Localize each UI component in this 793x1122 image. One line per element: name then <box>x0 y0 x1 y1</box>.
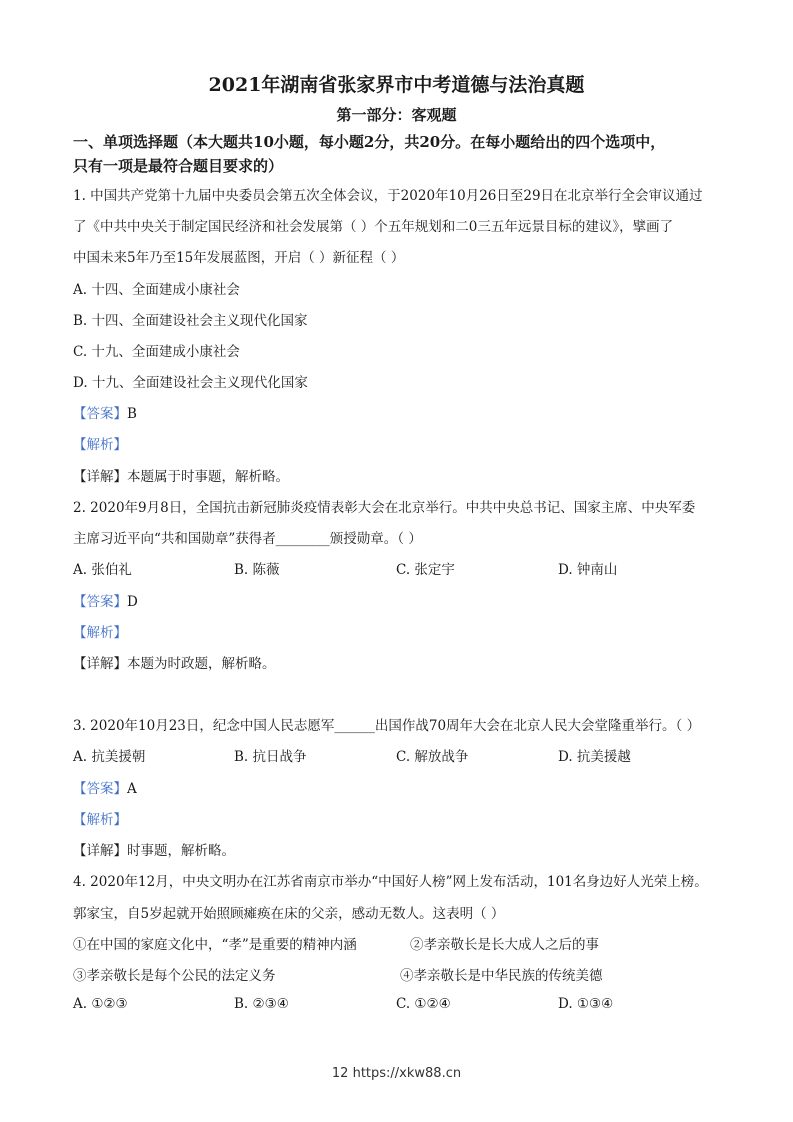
page-title: 2021年湖南省张家界市中考道德与法治真题 <box>208 74 585 96</box>
section-heading-line2: 只有一项是最符合题目要求的） <box>73 157 284 175</box>
q2-option-b: B. 陈薇 <box>234 562 280 578</box>
q3-option-a: A. 抗美援朝 <box>73 749 146 765</box>
q2-stem-line2: 主席习近平向“共和国勋章”获得者________颁授勋章。（ ） <box>73 531 422 547</box>
part-heading: 第一部分：客观题 <box>336 106 457 124</box>
page-footer: 12 https://xkw88.cn <box>331 1066 462 1081</box>
detail-tag: 【详解】 <box>73 656 127 672</box>
detail-tag: 【详解】 <box>73 469 127 485</box>
q4-stem-line2: 郭家宝，自5岁起就开始照顾瘫痪在床的父亲，感动无数人。这表明（ ） <box>73 906 505 922</box>
q3-answer <box>73 777 137 797</box>
q1-answer <box>73 402 137 422</box>
answer-value: A <box>127 781 137 797</box>
q4-statement-1: ①在中国的家庭文化中，“孝”是重要的精神内涵 <box>73 937 357 953</box>
q4-option-d: D. ①③④ <box>558 996 614 1012</box>
answer-tag: 【答案】 <box>73 781 127 797</box>
answer-tag: 【答案】 <box>73 594 127 610</box>
q3-option-c: C. 解放战争 <box>396 749 469 765</box>
detail-text: 本题为时政题，解析略。 <box>127 656 276 672</box>
q4-option-a: A. ①②③ <box>73 996 128 1012</box>
q1-analysis-tag: 【解析】 <box>73 437 127 453</box>
q1-option-d: D. 十九、全面建设社会主义现代化国家 <box>73 375 308 391</box>
q1-option-a: A. 十四、全面建成小康社会 <box>73 282 240 298</box>
answer-tag: 【答案】 <box>73 406 127 422</box>
answer-value: B <box>127 406 137 422</box>
detail-text: 本题属于时事题，解析略。 <box>127 469 289 485</box>
answer-value: D <box>127 594 138 610</box>
q2-stem-line1: 2. 2020年9月8日，全国抗击新冠肺炎疫情表彰大会在北京举行。中共中央总书记、国家主席、中央军委 <box>73 500 696 516</box>
q1-stem-line2: 了《中共中央关于制定国民经济和社会发展第（ ）个五年规划和二0三五年远景目标的建议》，擘画了 <box>73 219 674 235</box>
q4-option-c: C. ①②④ <box>396 996 451 1012</box>
q2-detail <box>73 652 276 672</box>
q3-analysis-tag: 【解析】 <box>73 812 127 828</box>
q1-stem-line3: 中国未来5年乃至15年发展蓝图，开启（ ）新征程（ ） <box>73 250 405 266</box>
q4-statement-3: ③孝亲敬长是每个公民的法定义务 <box>73 968 276 984</box>
detail-tag: 【详解】 <box>73 843 127 859</box>
q4-statement-2: ②孝亲敬长是长大成人之后的事 <box>410 937 599 953</box>
q4-stem-line1: 4. 2020年12月，中央文明办在江苏省南京市举办“中国好人榜”网上发布活动，101名身边好人光荣上榜。 <box>73 874 708 890</box>
section-heading-line1: 一、单项选择题（本大题共10小题，每小题2分，共20分。在每小题给出的四个选项中， <box>73 133 666 151</box>
q3-option-d: D. 抗美援越 <box>558 749 631 765</box>
q3-detail <box>73 839 235 859</box>
q1-detail <box>73 465 289 485</box>
q4-option-b: B. ②③④ <box>234 996 289 1012</box>
q2-option-c: C. 张定宇 <box>396 562 455 578</box>
q2-option-a: A. 张伯礼 <box>73 562 132 578</box>
q1-stem-line1: 1. 中国共产党第十九届中央委员会第五次全体会议，于2020年10月26日至29日在北京举行全会审议通过 <box>73 188 703 204</box>
q2-answer <box>73 590 138 610</box>
q3-option-b: B. 抗日战争 <box>234 749 307 765</box>
q4-statement-4: ④孝亲敬长是中华民族的传统美德 <box>400 968 603 984</box>
detail-text: 时事题，解析略。 <box>127 843 235 859</box>
q2-analysis-tag: 【解析】 <box>73 625 127 641</box>
q2-option-d: D. 钟南山 <box>558 562 618 578</box>
q3-stem-line1: 3. 2020年10月23日，纪念中国人民志愿军______出国作战70周年大会在北京人民大会堂隆重举行。（ ） <box>73 718 701 734</box>
q1-option-c: C. 十九、全面建成小康社会 <box>73 344 240 360</box>
q1-option-b: B. 十四、全面建设社会主义现代化国家 <box>73 313 308 329</box>
